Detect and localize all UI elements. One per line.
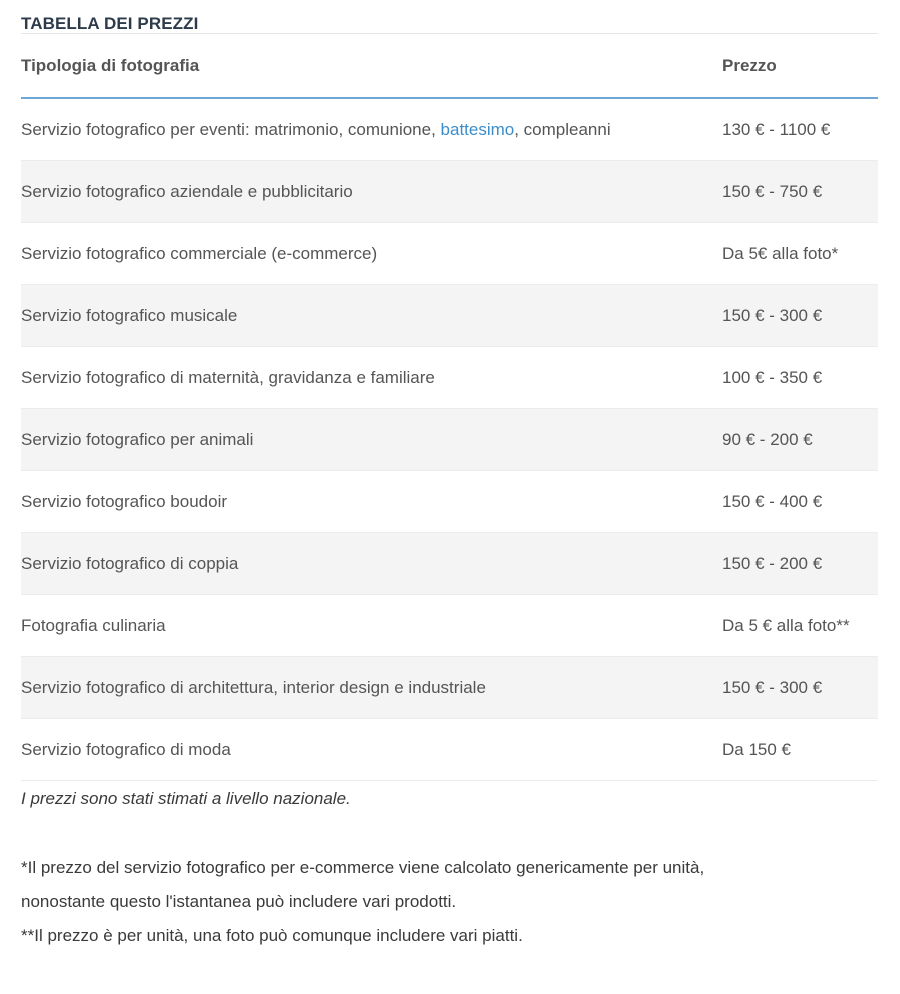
row-price: 100 € - 350 € — [722, 347, 878, 409]
row-type — [21, 98, 722, 161]
footnote-ecommerce-line2: nonostante questo l'istantanea può includere vari prodotti. — [21, 892, 457, 911]
table-row — [21, 657, 878, 719]
row-type: Servizio fotografico di maternità, gravidanza e familiare — [21, 347, 722, 409]
row-price: 150 € - 300 € — [722, 657, 878, 719]
row-price: 150 € - 300 € — [722, 285, 878, 347]
row-type-text: , compleanni — [514, 119, 611, 139]
row-price: 150 € - 400 € — [722, 471, 878, 533]
row-type: Servizio fotografico boudoir — [21, 471, 722, 533]
row-type: Servizio fotografico di coppia — [21, 533, 722, 595]
estimate-note: I prezzi sono stati stimati a livello nazionale. — [21, 789, 351, 808]
row-type: Servizio fotografico per animali — [21, 409, 722, 471]
table-row — [21, 595, 878, 657]
table-row — [21, 98, 878, 161]
table-row — [21, 719, 878, 781]
header-type: Tipologia di fotografia — [21, 34, 722, 98]
row-price: Da 5 € alla foto** — [722, 595, 878, 657]
footnote-culinary: **Il prezzo è per unità, una foto può comunque includere vari piatti. — [21, 926, 523, 945]
row-price: 90 € - 200 € — [722, 409, 878, 471]
row-price: 150 € - 200 € — [722, 533, 878, 595]
table-row — [21, 161, 878, 223]
row-type: Servizio fotografico musicale — [21, 285, 722, 347]
row-price: 150 € - 750 € — [722, 161, 878, 223]
battesimo-link[interactable]: battesimo — [440, 119, 515, 139]
section-title: TABELLA DEI PREZZI — [21, 0, 878, 34]
table-header-row — [21, 34, 878, 98]
row-type-text: Servizio fotografico per eventi: matrimonio, comunione, — [21, 119, 441, 139]
row-type: Servizio fotografico di moda — [21, 719, 722, 781]
footnote-ecommerce-line1: *Il prezzo del servizio fotografico per e-commerce viene calcolato genericamente per unità, — [21, 858, 705, 877]
table-row — [21, 471, 878, 533]
table-row — [21, 533, 878, 595]
table-row — [21, 285, 878, 347]
row-type: Servizio fotografico di architettura, interior design e industriale — [21, 657, 722, 719]
row-type: Servizio fotografico aziendale e pubblicitario — [21, 161, 722, 223]
table-row — [21, 223, 878, 285]
header-price: Prezzo — [722, 34, 878, 98]
row-price: Da 150 € — [722, 719, 878, 781]
table-row — [21, 409, 878, 471]
row-price: 130 € - 1100 € — [722, 98, 878, 161]
price-table — [21, 34, 878, 781]
row-price: Da 5€ alla foto* — [722, 223, 878, 285]
row-type: Servizio fotografico commerciale (e-commerce) — [21, 223, 722, 285]
footnotes — [21, 817, 878, 953]
table-row — [21, 347, 878, 409]
row-type: Fotografia culinaria — [21, 595, 722, 657]
